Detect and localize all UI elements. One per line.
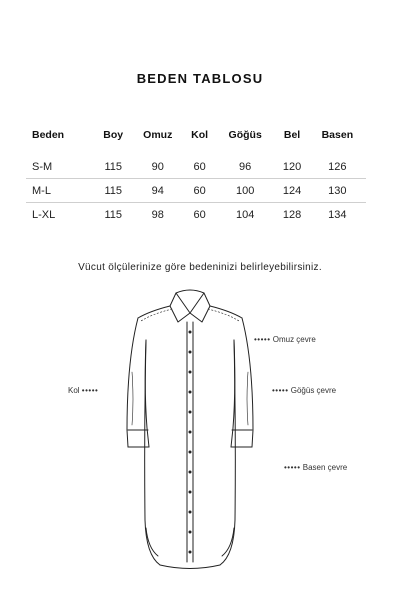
- table-cell: 60: [184, 179, 215, 203]
- table-cell: 90: [131, 155, 184, 179]
- label-chest-text: Göğüs çevre: [290, 386, 337, 395]
- buttons: [189, 331, 192, 554]
- table-cell: S-M: [26, 155, 95, 179]
- page-title: BEDEN TABLOSU: [136, 71, 264, 86]
- label-sleeve: [68, 386, 98, 395]
- table-cell: 128: [282, 208, 302, 221]
- col-header-beden: Beden: [32, 129, 65, 141]
- col-header-gogus: Göğüs: [228, 129, 262, 141]
- table-cell: 96: [215, 155, 275, 179]
- table-cell: 94: [131, 179, 184, 203]
- label-hip-text: Basen çevre: [302, 463, 348, 472]
- table-cell: 60: [184, 155, 215, 179]
- label-shoulder-text: Omuz çevre: [272, 335, 316, 344]
- table-cell: 126: [309, 155, 366, 179]
- table-cell: 115: [95, 155, 131, 179]
- col-header-basen: Basen: [321, 129, 354, 141]
- dots-leader: •••••: [272, 386, 289, 395]
- size-note: Vücut ölçülerinize göre bedeninizi belirleyebilirsiniz.: [78, 262, 322, 273]
- table-cell: 120: [275, 155, 308, 179]
- table-cell: 115: [104, 208, 122, 221]
- label-shoulder: [254, 335, 316, 344]
- table-cell: 60: [193, 208, 206, 221]
- dots-leader: •••••: [81, 386, 99, 395]
- table-cell: 98: [151, 208, 164, 221]
- dots-leader: •••••: [254, 335, 271, 344]
- table-cell: 100: [215, 179, 275, 203]
- table-cell: L-XL: [32, 208, 56, 221]
- label-sleeve-text: Kol: [68, 386, 80, 395]
- table-cell: 115: [95, 179, 131, 203]
- label-chest: [272, 386, 336, 395]
- col-header-kol: Kol: [191, 129, 209, 141]
- table-cell: 130: [309, 179, 366, 203]
- table-cell: M-L: [26, 179, 95, 203]
- dots-leader: •••••: [284, 463, 301, 472]
- table-cell: 134: [328, 208, 347, 221]
- table-cell: 124: [275, 179, 308, 203]
- table-cell: 104: [235, 208, 255, 221]
- col-header-boy: Boy: [103, 129, 124, 141]
- col-header-omuz: Omuz: [143, 129, 173, 141]
- col-header-bel: Bel: [283, 129, 301, 141]
- label-hip: [284, 463, 347, 472]
